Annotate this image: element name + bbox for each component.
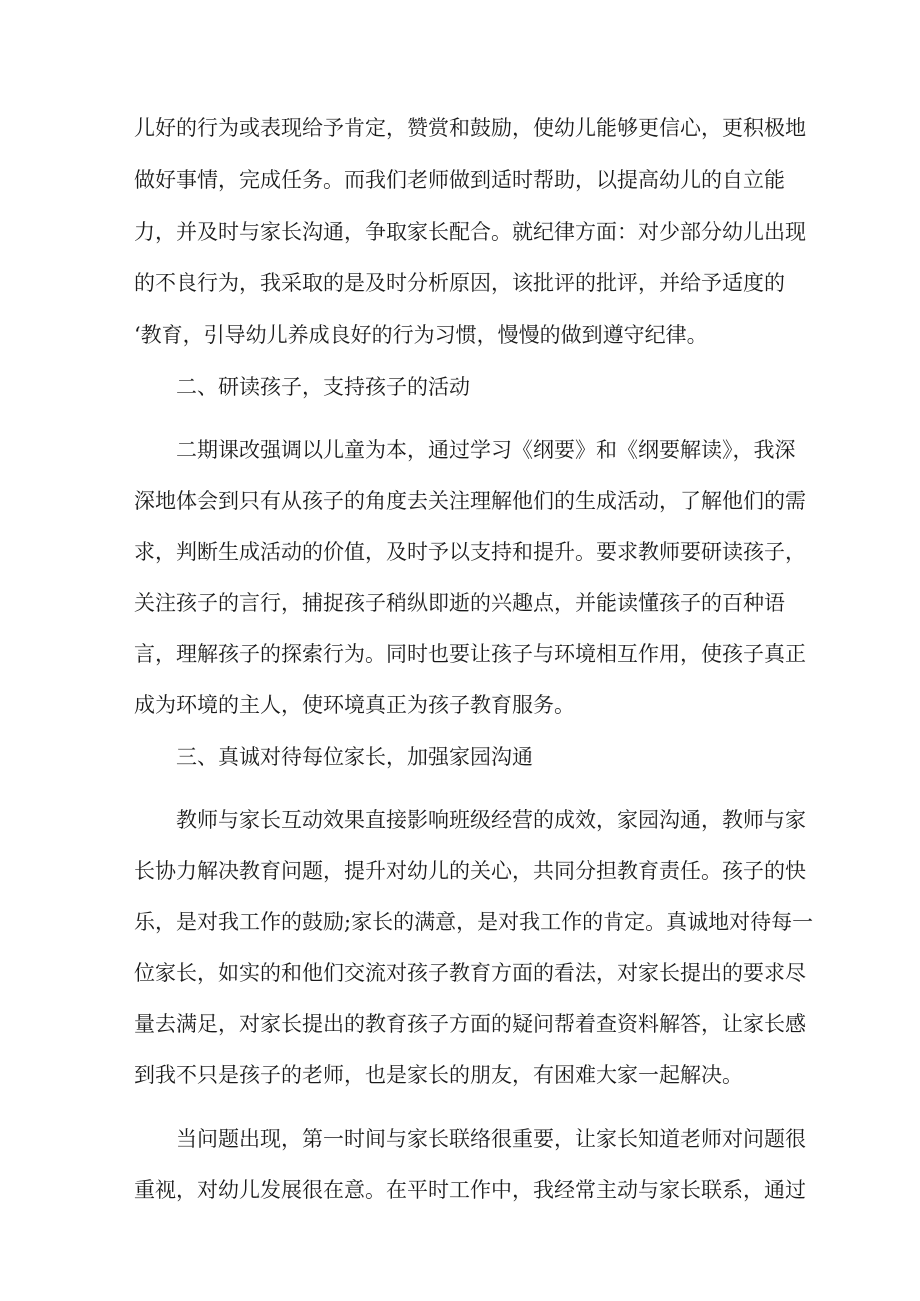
paragraph-3-line-2: 长协力解决教育问题，提升对幼儿的关心，共同分担教育责任。孩子的快 (134, 859, 806, 883)
section-heading-2: 二、研读孩子，支持孩子的活动 (176, 375, 470, 399)
paragraph-2-line-3: 求，判断生成活动的价值，及时予以支持和提升。要求教师要研读孩子， (134, 540, 806, 564)
paragraph-2-line-5: 言，理解孩子的探索行为。同时也要让孩子与环境相互作用，使孩子真正 (134, 642, 806, 666)
paragraph-2-line-4: 关注孩子的言行，捕捉孩子稍纵即逝的兴趣点，并能读懂孩子的百种语 (134, 591, 785, 615)
paragraph-3-line-1: 教师与家长互动效果直接影响班级经营的成效，家园沟通，教师与家 (176, 808, 806, 832)
paragraph-1-line-1: 儿好的行为或表现给予肯定，赞赏和鼓励，使幼儿能够更信心，更积极地 (134, 116, 806, 140)
paragraph-3-line-3: 乐，是对我工作的鼓励;家长的满意，是对我工作的肯定。真诚地对待每一 (134, 910, 814, 934)
paragraph-2-line-1: 二期课改强调以儿童为本，通过学习《纲要》和《纲要解读》，我深 (176, 438, 796, 462)
paragraph-2-line-2: 深地体会到只有从孩子的角度去关注理解他们的生成活动，了解他们的需 (134, 489, 806, 513)
paragraph-1-line-3: 力，并及时与家长沟通，争取家长配合。就纪律方面：对少部分幼儿出现 (134, 220, 806, 244)
paragraph-1-line-2: 做好事情，完成任务。而我们老师做到适时帮助，以提高幼儿的自立能 (134, 168, 785, 192)
paragraph-4-line-1: 当问题出现，第一时间与家长联络很重要，让家长知道老师对问题很 (176, 1127, 806, 1151)
paragraph-1-line-4: 的不良行为，我采取的是及时分析原因，该批评的批评，并给予适度的 (134, 271, 785, 295)
paragraph-3-line-5: 量去满足，对家长提出的教育孩子方面的疑问帮着查资料解答，让家长感 (134, 1012, 806, 1036)
paragraph-2-line-6: 成为环境的主人，使环境真正为孩子教育服务。 (134, 693, 575, 717)
section-heading-3: 三、真诚对待每位家长，加强家园沟通 (176, 745, 533, 769)
paragraph-3-line-6: 到我不只是孩子的老师，也是家长的朋友，有困难大家一起解决。 (134, 1063, 743, 1087)
paragraph-4-line-2: 重视，对幼儿发展很在意。在平时工作中，我经常主动与家长联系，通过 (134, 1178, 806, 1202)
paragraph-1-line-5: ‘教育，引导幼儿养成良好的行为习惯，慢慢的做到遵守纪律。 (134, 323, 708, 347)
paragraph-3-line-4: 位家长，如实的和他们交流对孩子教育方面的看法，对家长提出的要求尽 (134, 961, 806, 985)
